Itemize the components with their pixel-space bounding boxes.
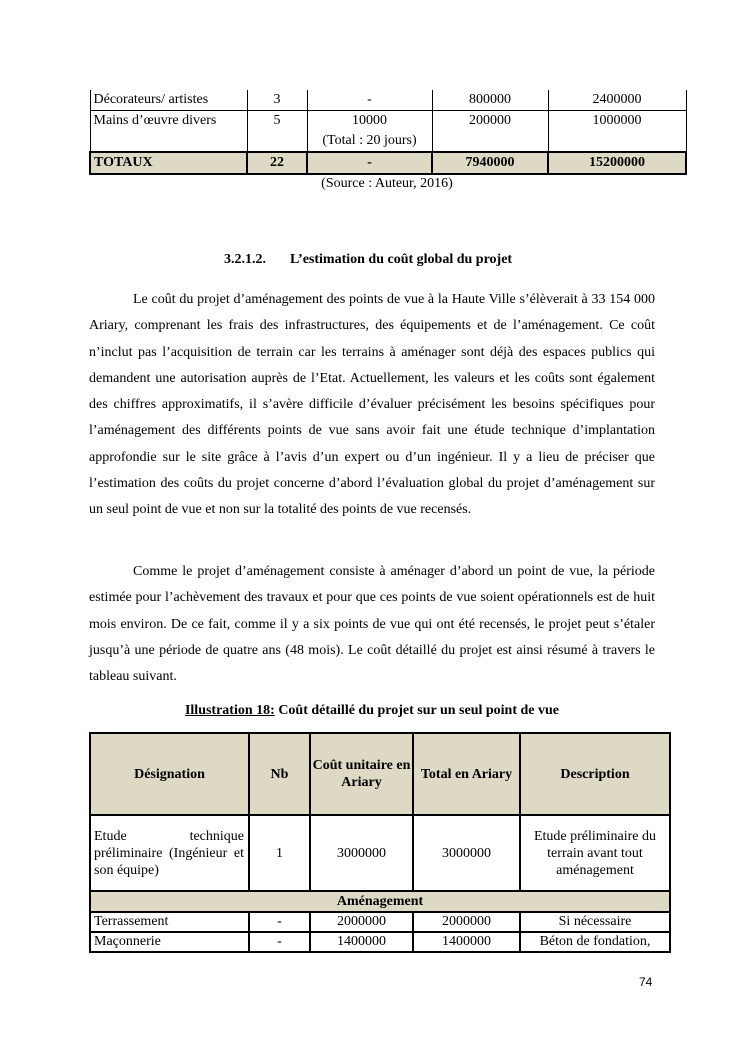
page-number: 74 [639,975,653,989]
illustration-caption [89,703,655,719]
section-heading [224,252,512,268]
totals-row [90,152,686,174]
cell-unit-cost: 3000000 [310,815,413,891]
totals-unit-cost: - [307,152,432,174]
unit-cost-note: (Total : 20 jours) [322,133,417,148]
unit-cost-value: 10000 [352,113,387,128]
cell-nb: 5 [247,111,307,153]
cell-total: 2000000 [413,912,520,932]
cell-amount: 2400000 [548,90,686,111]
section-number: 3.2.1.2. [224,252,266,267]
caption-label: Illustration 18: [184,703,275,718]
cell-description: Etude préliminaire du terrain avant tout aménagement [520,815,670,891]
table-row [90,90,686,111]
cell-nb: - [249,932,310,952]
cell-amount: 1000000 [548,111,686,153]
cell-designation: Décorateurs/ artistes [90,90,247,111]
cell-description: Si nécessaire [520,912,670,932]
cell-unit-cost [307,111,432,153]
header-description: Description [520,733,670,815]
cell-designation: Terrassement [90,912,249,932]
cell-total: 800000 [432,90,548,111]
cell-designation: Etude technique préliminaire (Ingénieur et son équipe) [90,815,249,891]
section-label: Aménagement [90,891,670,912]
cell-total: 3000000 [413,815,520,891]
table-source: (Source : Auteur, 2016) [321,176,453,191]
paragraph: Comme le projet d’aménagement consiste à aménager d’abord un point de vue, la période estimée pour l’achèvement des travaux et pour que ces points de vue soient opérationnels est de huit mois environ. De ce fait, comme il y a six points de vue qui ont été recensés, le projet peut s’étaler jusqu’à une période de quatre ans (48 mois). Le coût détaillé du projet est ainsi résumé à travers le tableau suivant. [89,564,655,685]
cell-total: 1400000 [413,932,520,952]
table-header-row [90,733,670,815]
totals-total: 7940000 [432,152,548,174]
cell-designation: Mains d’œuvre divers [90,111,247,153]
header-unit-cost: Coût unitaire en Ariary [310,733,413,815]
header-designation: Désignation [90,733,249,815]
cell-description: Béton de fondation, [520,932,670,952]
cell-nb: - [249,912,310,932]
cell-unit-cost: - [307,90,432,111]
cost-table-continued [89,90,687,175]
detailed-cost-table [89,732,671,953]
totals-label: TOTAUX [90,152,247,174]
cell-unit-cost: 1400000 [310,932,413,952]
totals-amount: 15200000 [548,152,686,174]
section-title: L’estimation du coût global du projet [290,252,513,267]
cell-unit-cost: 2000000 [310,912,413,932]
paragraph: Le coût du projet d’aménagement des points de vue à la Haute Ville s’élèverait à 33 154 000 Ariary, comprenant les frais des infrastructures, des équipements et de l’aménagement. Ce coût n’inclut pas l’acquisition de terrain car les terrains à aménager sont déjà des espaces publics qui demandent une autorisation auprès de l’Etat. Actuellement, les valeurs et les coûts sont également des chiffres approximatifs, il s’avère difficile d’évaluer précisément les besoins spécifiques pour l’aménagement des différents points de vue sans avoir fait une étude technique d’implantation approfondie sur le site grâce à l’avis d’un expert ou d’un ingénieur. Il y a lieu de préciser que l’estimation des coûts du projet concerne d’abord l’évaluation global du projet d’aménagement sur un seul point de vue et non sur la totalité des points de vue recensés. [89,292,655,518]
totals-nb: 22 [247,152,307,174]
cell-nb: 3 [247,90,307,111]
cell-nb: 1 [249,815,310,891]
header-nb: Nb [249,733,310,815]
header-total: Total en Ariary [413,733,520,815]
table-row [90,932,670,952]
table-row [90,815,670,891]
cell-designation: Maçonnerie [90,932,249,952]
cell-total: 200000 [432,111,548,153]
section-row [90,891,670,912]
caption-text: Coût détaillé du projet sur un seul point de vue [274,703,560,718]
table-row [90,912,670,932]
table-row [90,111,686,153]
